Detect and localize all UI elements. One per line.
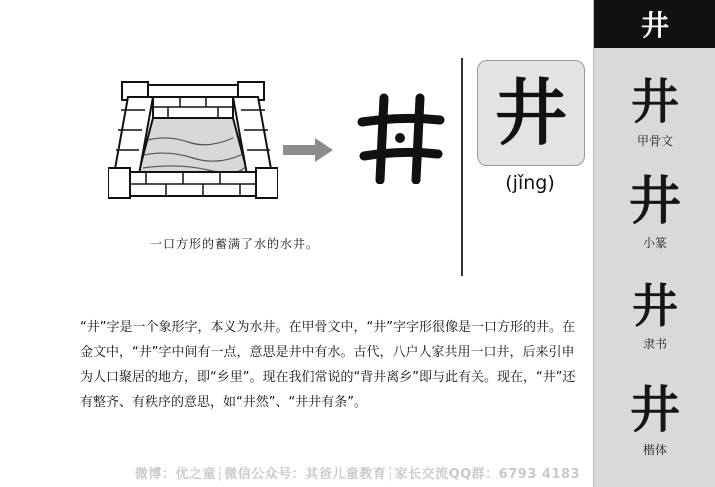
form-glyph: 井	[628, 171, 681, 232]
form-clerical	[594, 279, 715, 352]
form-oracle-bone	[594, 74, 715, 149]
form-label: 隶书	[642, 337, 667, 351]
form-glyph: 井	[630, 74, 679, 130]
form-glyph: 井	[630, 380, 680, 439]
form-glyph: 井	[632, 279, 678, 333]
well-illustration	[108, 80, 278, 200]
form-regular	[594, 380, 715, 458]
form-small-seal	[594, 171, 715, 251]
oracle-bone-character	[356, 92, 446, 184]
illustration-caption: 一口方形的蓄满了水的水井。	[150, 237, 320, 251]
main-character-box	[477, 60, 585, 166]
right-arrow-icon	[283, 138, 333, 162]
form-label: 小篆	[642, 236, 667, 250]
sidebar-heading: 井	[594, 0, 715, 48]
pinyin: (jǐng)	[505, 172, 555, 194]
explanation-paragraph: “井”字是一个象形字，本义为水井。在甲骨文中，“井”字字形很像是一口方形的井。在金文中，“井”字中间有一点，意思是井中有水。古代，八户人家共用一口井，后来引申为人口聚居的地方，即“乡里”。现在我们常说的“背井离乡”即与此有关。现在，“井”还有整齐、有秩序的意思，如“井然”、“井井有条”。	[80, 320, 576, 410]
script-forms-sidebar	[593, 0, 715, 487]
form-label: 楷体	[642, 443, 667, 457]
watermark-footer: 微博：优之童┆微信公众号：其爸儿童教育┆家长交流QQ群：6793 4183	[134, 467, 581, 482]
vertical-divider	[461, 58, 463, 276]
form-label: 甲骨文	[636, 134, 673, 148]
main-character: 井	[494, 70, 567, 155]
